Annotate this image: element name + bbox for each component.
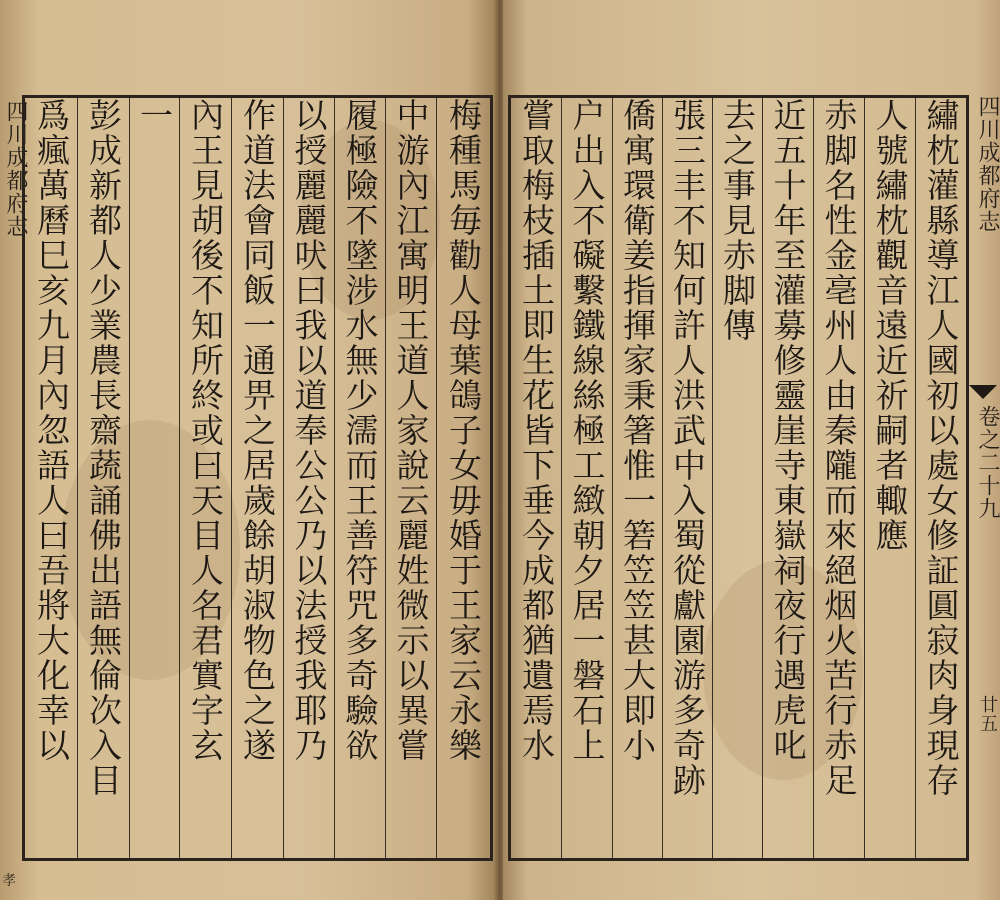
text-column: 嘗取梅枝插土即生花皆下垂今成都猶遺焉水 <box>517 98 556 763</box>
right-margin-strip <box>967 95 999 855</box>
text-column: 以授麗麗吠曰我以道奉公公乃以法授我耶乃 <box>289 98 329 763</box>
right-margin-title: 四川成都府志 <box>975 95 1000 233</box>
footer-mark: 孝 <box>2 873 16 889</box>
fish-tail-mark <box>969 385 997 399</box>
text-column: 繡枕灌縣導江人國初以處女修証圓寂肉身現存 <box>921 98 961 798</box>
left-text-frame <box>22 95 493 861</box>
text-column: 去之事見赤脚傳 <box>718 98 757 343</box>
right-text-frame <box>508 95 969 861</box>
text-column: 彭成新都人少業農長齋蔬誦佛出語無倫次入目 <box>84 98 123 798</box>
text-column: 僑寓環衛姜指揮家秉箸惟一箬笠笠甚大即小 <box>618 98 657 763</box>
text-column: 作道法會同飯一通畀之居歲餘胡淑物色之遂 <box>238 98 277 763</box>
text-column: 一 <box>135 98 174 133</box>
juan-label: 卷之二十九 <box>975 405 1000 520</box>
text-column: 履極險不墜涉水無少濡而王善符咒多奇驗欲 <box>340 98 380 763</box>
text-column: 中游內江寓明王道人家說云麗姓微示以異嘗 <box>391 98 431 763</box>
text-column: 近五十年至灌募修靈崖寺東嶽祠夜行遇虎叱 <box>768 98 808 763</box>
left-margin-title: 四川成都府志 <box>3 100 28 238</box>
text-column: 户出入不礙繫鐵線絲極工緻朝夕居一磐石上 <box>567 98 607 763</box>
right-page <box>503 0 1000 900</box>
text-column: 梅種馬毎勸人母葉鴿子女毋婚于王家云永樂 <box>444 98 483 763</box>
text-column: 張三丰不知何許人洪武中入蜀從獻園游多奇跡 <box>668 98 707 798</box>
text-column: 赤脚名性金亳州人由秦隴而來絕烟火苦行赤足 <box>819 98 859 798</box>
text-column: 內王見胡後不知所終或曰天目人名君實字玄 <box>186 98 225 763</box>
left-page <box>0 0 497 900</box>
text-column: 人號繡枕觀音遠近祈嗣者輙應 <box>870 98 910 553</box>
text-column: 爲瘋萬曆巳亥九月內忽語人曰吾將大化幸以 <box>32 98 71 763</box>
folio-number: 廿五 <box>977 695 998 733</box>
